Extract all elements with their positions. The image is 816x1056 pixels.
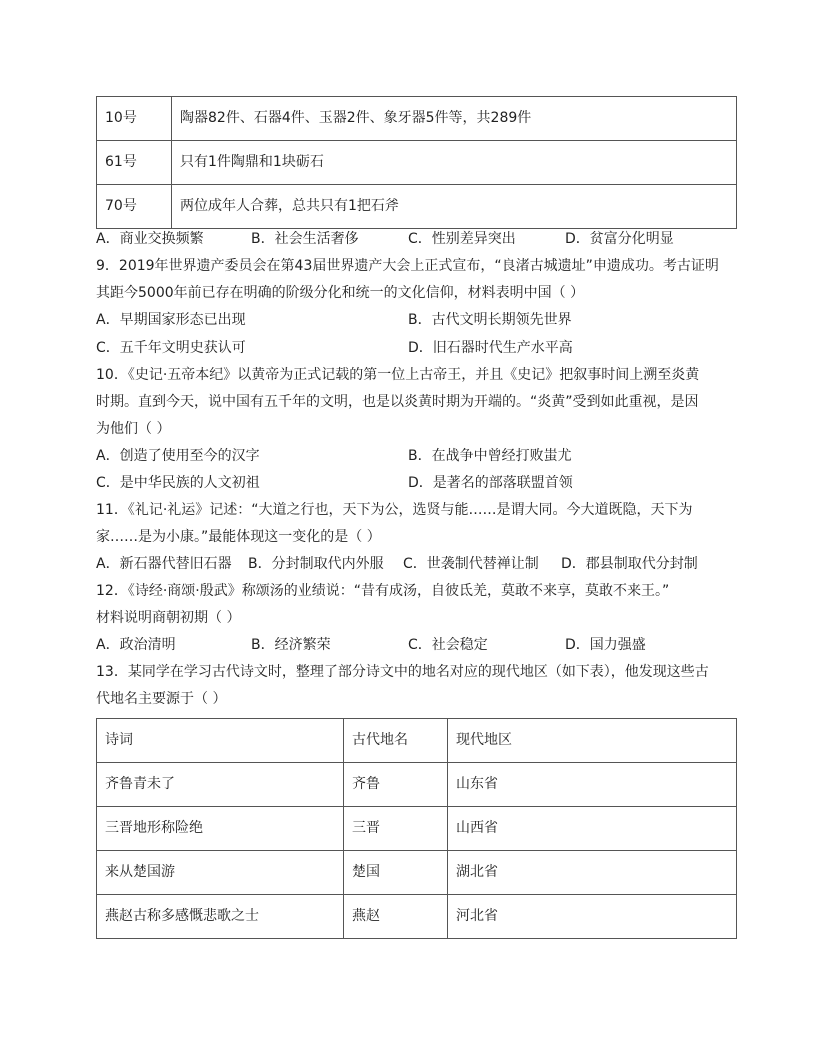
table-cell: 湖北省 [448,851,737,895]
table-row [97,851,737,895]
q10-stem-line: 10．《史记·五帝本纪》以黄帝为正式记载的第一位上古帝王，并且《史记》把叙事时间上溯至炎黄 [96,367,700,383]
q8-option-c[interactable]: C．性别差异突出 [408,231,516,247]
table-row [97,185,737,229]
table-cell: 70号 [97,185,172,229]
table-row [97,141,737,185]
table-header-row [97,719,737,763]
q9-option-c[interactable]: C．五千年文明史获认可 [96,340,246,356]
table-cell: 燕赵 [344,895,448,939]
q11-option-c[interactable]: C．世袭制代替禅让制 [403,556,539,572]
table-cell: 齐鲁 [344,763,448,807]
table-cell: 楚国 [344,851,448,895]
place-names-table [96,718,737,939]
table-row [97,763,737,807]
q9-option-d[interactable]: D．旧石器时代生产水平高 [408,340,573,356]
table-cell: 河北省 [448,895,737,939]
q9-stem-line: 其距今5000年前已存在明确的阶级分化和统一的文化信仰，材料表明中国（ ） [96,285,585,301]
q13-stem-line: 13．某同学在学习古代诗文时，整理了部分诗文中的地名对应的现代地区（如下表），他发现这些古 [96,664,709,680]
q9-option-b[interactable]: B．古代文明长期领先世界 [408,312,572,328]
table-row [97,807,737,851]
q12-stem-line: 材料说明商朝初期（ ） [96,610,241,626]
q11-option-b[interactable]: B．分封制取代内外服 [248,556,384,572]
table-header-cell: 诗词 [97,719,344,763]
q12-option-c[interactable]: C．社会稳定 [408,637,488,653]
table-cell: 三晋地形称险绝 [97,807,344,851]
q10-option-b[interactable]: B．在战争中曾经打败蚩尤 [408,448,572,464]
table-cell: 三晋 [344,807,448,851]
table-cell: 燕赵古称多感慨悲歌之士 [97,895,344,939]
q10-stem-line: 为他们（ ） [96,421,171,437]
q10-option-a[interactable]: A．创造了使用至今的汉字 [96,448,260,464]
q10-option-c[interactable]: C．是中华民族的人文初祖 [96,475,260,491]
burial-table [96,96,737,229]
q11-stem-line: 11．《礼记·礼运》记述：“大道之行也，天下为公，选贤与能……是谓大同。今大道既隐，天下为 [96,502,693,518]
q8-option-a[interactable]: A．商业交换频繁 [96,231,204,247]
q10-stem-line: 时期。直到今天，说中国有五千年的文明，也是以炎黄时期为开端的。“炎黄”受到如此重视，是因 [96,394,699,410]
q12-option-d[interactable]: D．国力强盛 [565,637,646,653]
table-cell: 山东省 [448,763,737,807]
q9-stem-line: 9．2019年世界遗产委员会在第43届世界遗产大会上正式宣布，“良渚古城遗址”申遗成功。考古证明 [96,258,719,274]
table-cell: 只有1件陶鼎和1块砺石 [172,141,737,185]
table-header-cell: 现代地区 [448,719,737,763]
q13-stem-line: 代地名主要源于（ ） [96,691,227,707]
q12-option-b[interactable]: B．经济繁荣 [251,637,331,653]
table-header-cell: 古代地名 [344,719,448,763]
q11-option-d[interactable]: D．郡县制取代分封制 [561,556,698,572]
table-cell: 来从楚国游 [97,851,344,895]
q8-option-b[interactable]: B．社会生活奢侈 [251,231,359,247]
q12-stem-line: 12．《诗经·商颂·殷武》称颂汤的业绩说：“昔有成汤，自彼氐羌，莫敢不来享，莫敢不来王。” [96,583,670,599]
table-row [97,97,737,141]
q11-stem-line: 家……是为小康。”最能体现这一变化的是（ ） [96,529,381,545]
q11-option-a[interactable]: A．新石器代替旧石器 [96,556,232,572]
q9-option-a[interactable]: A．早期国家形态已出现 [96,312,246,328]
q10-option-d[interactable]: D．是著名的部落联盟首领 [408,475,573,491]
table-cell: 两位成年人合葬，总共只有1把石斧 [172,185,737,229]
table-cell: 10号 [97,97,172,141]
q8-option-d[interactable]: D．贫富分化明显 [565,231,674,247]
table-cell: 陶器82件、石器4件、玉器2件、象牙器5件等，共289件 [172,97,737,141]
table-row [97,895,737,939]
q12-option-a[interactable]: A．政治清明 [96,637,176,653]
table-cell: 齐鲁青未了 [97,763,344,807]
table-cell: 61号 [97,141,172,185]
table-cell: 山西省 [448,807,737,851]
